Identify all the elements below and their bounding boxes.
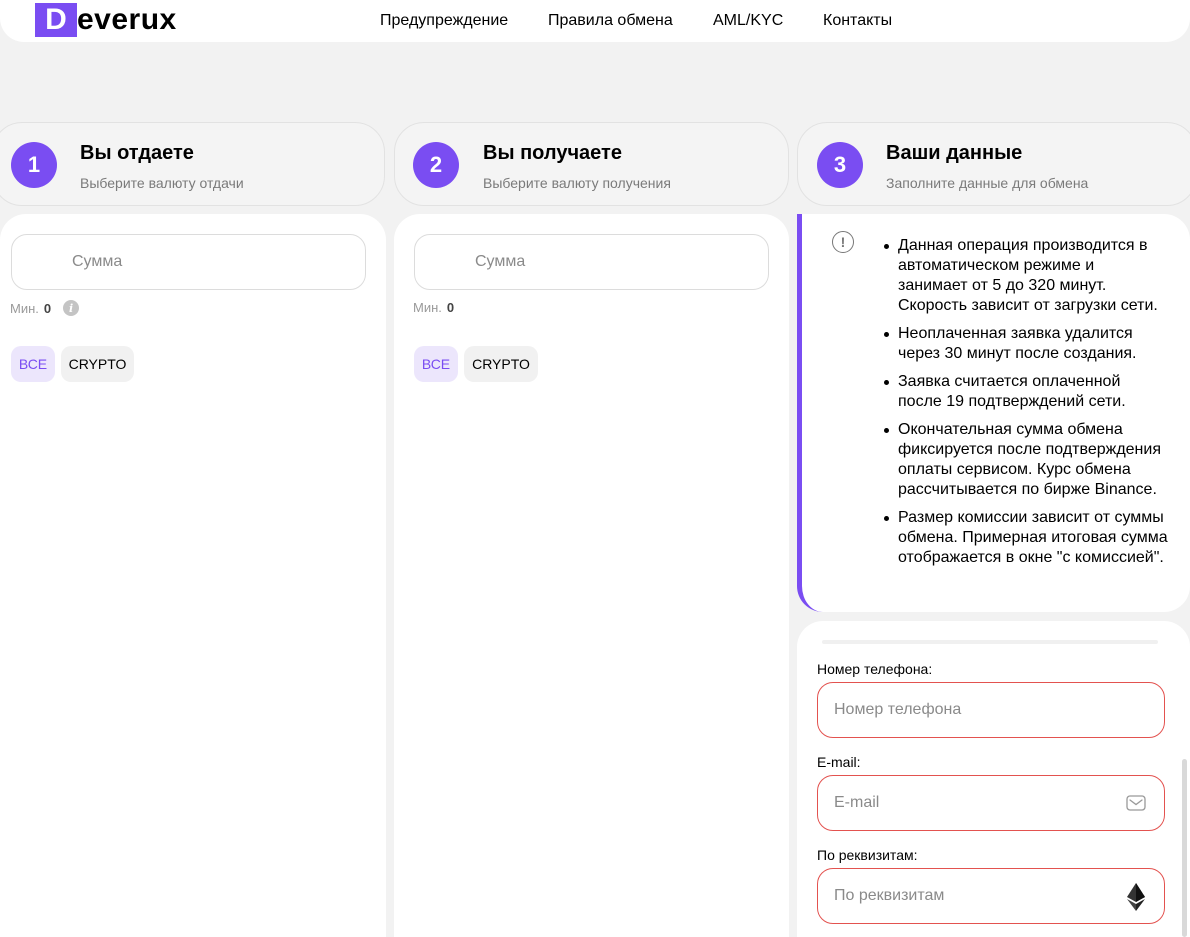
email-input[interactable] bbox=[817, 775, 1165, 831]
requisites-label: По реквизитам: bbox=[817, 847, 918, 863]
list-item: Заявка считается оплаченной после 19 подтверждений сети. bbox=[898, 372, 1168, 412]
nav-aml-kyc[interactable]: AML/KYC bbox=[713, 12, 784, 29]
logo-mark: D bbox=[35, 3, 77, 37]
nav-contacts[interactable]: Контакты bbox=[823, 12, 893, 29]
site-header bbox=[0, 0, 1190, 42]
phone-input[interactable] bbox=[817, 682, 1165, 738]
scrollbar[interactable] bbox=[1182, 759, 1187, 937]
step-receive-header bbox=[394, 122, 789, 206]
min-value: 0 bbox=[446, 300, 455, 315]
filter-crypto-chip[interactable]: CRYPTO bbox=[464, 346, 538, 382]
info-icon[interactable]: i bbox=[63, 300, 79, 316]
list-item: Данная операция производится в автоматическом режиме и занимает от 5 до 320 минут. Скорость зависит от загрузки сети. bbox=[898, 236, 1168, 316]
nav-warning[interactable]: Предупреждение bbox=[380, 12, 509, 29]
filter-all-chip[interactable]: ВСЕ bbox=[414, 346, 458, 382]
filter-all-chip[interactable]: ВСЕ bbox=[11, 346, 55, 382]
ethereum-icon bbox=[1127, 883, 1145, 911]
exchange-info-panel bbox=[797, 214, 1190, 612]
step-subtitle: Выберите валюту отдачи bbox=[80, 175, 244, 191]
give-panel bbox=[0, 214, 386, 937]
mail-icon bbox=[1126, 795, 1146, 811]
logo[interactable] bbox=[35, 3, 177, 37]
logo-text: everux bbox=[77, 3, 177, 36]
step-title: Ваши данные bbox=[886, 142, 1023, 164]
divider bbox=[822, 640, 1158, 644]
requisites-input[interactable] bbox=[817, 868, 1165, 924]
step-title: Вы отдаете bbox=[80, 142, 194, 164]
email-label: E-mail: bbox=[817, 754, 861, 770]
give-min bbox=[10, 300, 79, 316]
list-item: Окончательная сумма обмена фиксируется после подтверждения оплаты сервисом. Курс обмена рассчитывается по бирже Binance. bbox=[898, 420, 1168, 500]
step-number: 2 bbox=[413, 142, 459, 188]
step-subtitle: Заполните данные для обмена bbox=[886, 175, 1089, 191]
min-value: 0 bbox=[43, 300, 52, 316]
step-give-header bbox=[0, 122, 385, 206]
nav-exchange-rules[interactable]: Правила обмена bbox=[548, 12, 673, 29]
info-notes-list bbox=[898, 236, 1168, 576]
phone-label: Номер телефона: bbox=[817, 661, 933, 677]
step-number: 3 bbox=[817, 142, 863, 188]
step-data-header bbox=[797, 122, 1190, 206]
user-data-form bbox=[797, 621, 1190, 937]
give-amount-input[interactable] bbox=[11, 234, 366, 290]
filter-crypto-chip[interactable]: CRYPTO bbox=[61, 346, 134, 382]
step-title: Вы получаете bbox=[483, 142, 622, 164]
receive-panel bbox=[394, 214, 789, 937]
step-number: 1 bbox=[11, 142, 57, 188]
alert-circle-icon: ! bbox=[832, 231, 854, 253]
min-label: Мин. bbox=[413, 300, 442, 315]
step-subtitle: Выберите валюту получения bbox=[483, 175, 671, 191]
receive-amount-input[interactable] bbox=[414, 234, 769, 290]
list-item: Неоплаченная заявка удалится через 30 минут после создания. bbox=[898, 324, 1168, 364]
min-label: Мин. bbox=[10, 300, 39, 316]
receive-min bbox=[413, 300, 454, 315]
list-item: Размер комиссии зависит от суммы обмена. Примерная итоговая сумма отображается в окне "с комиссией". bbox=[898, 509, 1168, 566]
